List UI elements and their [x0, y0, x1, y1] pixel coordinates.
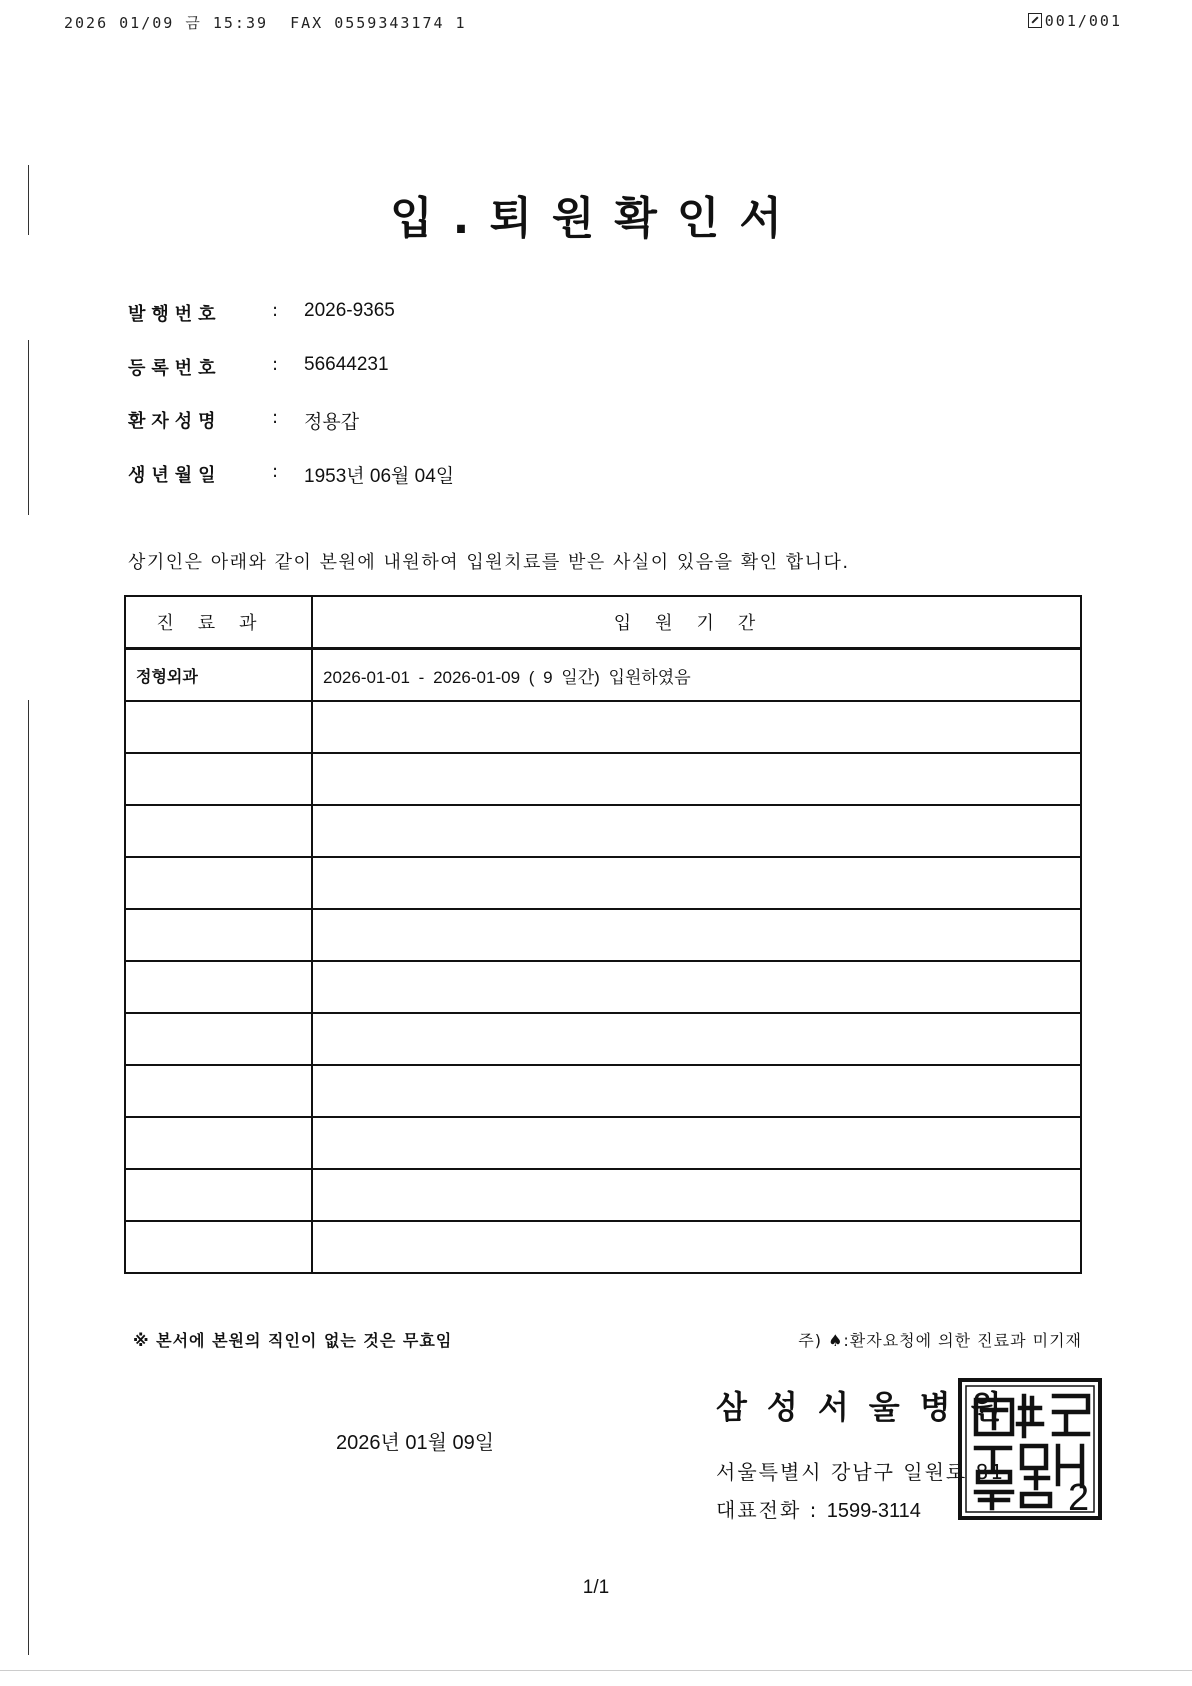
department-cell: 정형외과: [125, 649, 312, 702]
svg-text:2: 2: [1068, 1477, 1090, 1519]
field-label: 생년월일: [128, 465, 222, 486]
period-cell: [312, 1221, 1081, 1273]
period-cell: [312, 1117, 1081, 1169]
department-cell: [125, 1117, 312, 1169]
table-row: [125, 961, 1081, 1013]
period-cell: 2026-01-01 - 2026-01-09 ( 9 일간) 입원하였음: [312, 649, 1081, 702]
table-row: [125, 649, 1081, 702]
department-cell: [125, 701, 312, 753]
department-cell: [125, 1169, 312, 1221]
scan-edge-mark: [28, 700, 29, 1655]
field-value: 2026-9365: [304, 300, 395, 321]
official-seal-icon: [956, 1376, 1104, 1522]
department-cell: [125, 857, 312, 909]
period-cell: [312, 909, 1081, 961]
page-number: 1/1: [582, 1577, 610, 1598]
period-cell: [312, 1169, 1081, 1221]
field-label: 발행번호: [128, 304, 222, 325]
table-row: [125, 857, 1081, 909]
fax-page-count: [1028, 12, 1122, 30]
table-header-row: [125, 596, 1081, 649]
department-cell: [125, 1013, 312, 1065]
department-cell: [125, 1221, 312, 1273]
period-cell: [312, 961, 1081, 1013]
department-cell: [125, 1065, 312, 1117]
admission-table: [124, 595, 1082, 1274]
table-row: [125, 1169, 1081, 1221]
table-row: [125, 1221, 1081, 1273]
seal-graphic: [956, 1376, 1104, 1522]
table-row: [125, 805, 1081, 857]
period-cell: [312, 1065, 1081, 1117]
period-cell: [312, 805, 1081, 857]
table-row: [125, 1117, 1081, 1169]
hospital-phone: [716, 1494, 921, 1523]
hospital-name: 삼성서울병원: [716, 1388, 1022, 1426]
period-cell: [312, 857, 1081, 909]
issue-date: 2026년 01월 09일: [336, 1432, 495, 1454]
table-row: [125, 1013, 1081, 1065]
fax-transmission-info: 2026 01/09 금 15:39 FAX 0559343174 1: [64, 14, 467, 32]
table-row: [125, 753, 1081, 805]
field-label: 환자성명: [128, 411, 222, 432]
fax-page-count-text: 001/001: [1044, 12, 1122, 30]
department-cell: [125, 805, 312, 857]
field-value: 56644231: [304, 354, 389, 375]
fax-icon: [1028, 13, 1042, 28]
confirmation-statement: 상기인은 아래와 같이 본원에 내원하여 입원치료를 받은 사실이 있음을 확인 합니다.: [128, 552, 850, 573]
department-note: 주) ♠:환자요청에 의한 진료과 미기재: [798, 1331, 1082, 1350]
field-colon: :: [272, 300, 279, 321]
field-colon: :: [272, 354, 279, 375]
column-header-period: 입원기간: [312, 596, 1081, 649]
field-value: 정용갑: [304, 412, 360, 433]
phone-label: 대표전화 :: [716, 1498, 819, 1522]
period-cell: [312, 753, 1081, 805]
table-row: [125, 701, 1081, 753]
phone-number: 1599-3114: [826, 1500, 921, 1522]
hospital-address: 서울특별시 강남구 일원로 81: [716, 1460, 1006, 1484]
column-header-department: 진료과: [125, 596, 312, 649]
table-row: [125, 1065, 1081, 1117]
period-cell: [312, 1013, 1081, 1065]
field-label: 등록번호: [128, 358, 222, 379]
fax-header: [64, 12, 1122, 34]
department-cell: [125, 961, 312, 1013]
validity-note: ※ 본서에 본원의 직인이 없는 것은 무효임: [133, 1331, 453, 1350]
scan-bottom-edge: [0, 1670, 1192, 1671]
field-colon: :: [272, 407, 279, 428]
document-title: 입.퇴원확인서: [390, 193, 802, 244]
department-cell: [125, 753, 312, 805]
department-cell: [125, 909, 312, 961]
period-cell: [312, 701, 1081, 753]
table-row: [125, 909, 1081, 961]
scan-edge-mark: [28, 340, 29, 515]
field-colon: :: [272, 461, 279, 482]
field-value: 1953년 06월 04일: [304, 466, 455, 487]
